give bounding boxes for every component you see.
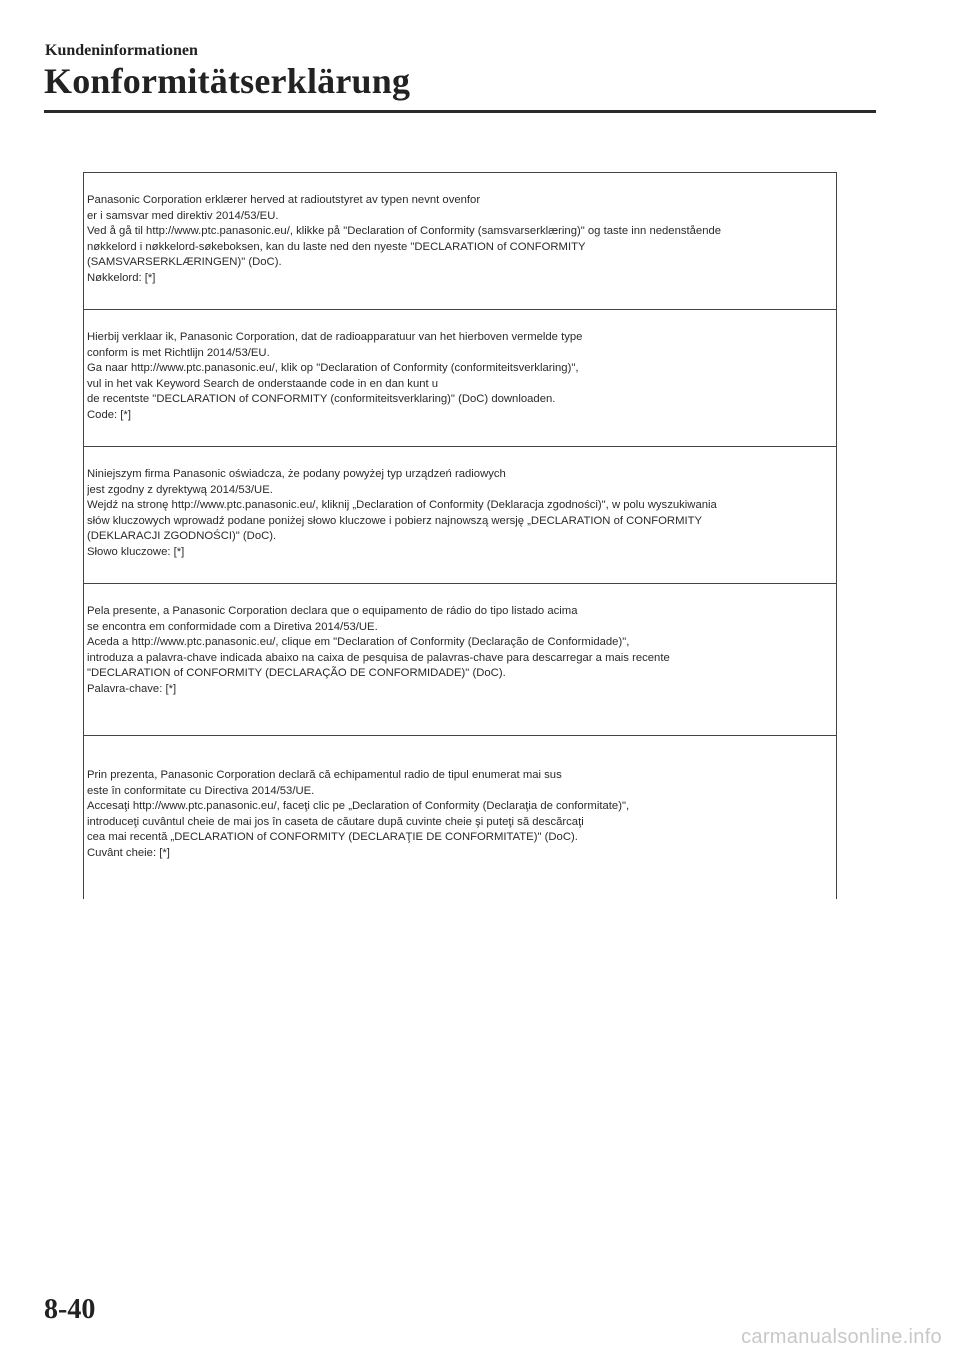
declaration-line: cea mai recentă „DECLARATION of CONFORMITY (DECLARAŢIE DE CONFORMITATE)" (DoC). (87, 831, 578, 844)
declaration-line: conform is met Richtlijn 2014/53/EU. (87, 346, 270, 359)
declaration-line: Niniejszym firma Panasonic oświadcza, że podany powyżej typ urządzeń radiowych (87, 468, 506, 480)
declaration-block-romanian (84, 736, 836, 899)
page-title: Konformitätserklärung (44, 61, 411, 101)
declaration-line: se encontra em conformidade com a Diretiva 2014/53/UE. (87, 620, 378, 633)
declaration-line: Pela presente, a Panasonic Corporation declara que o equipamento de rádio do tipo listado acima (87, 605, 578, 617)
page-number: 8-40 (44, 1294, 96, 1325)
title-divider (44, 110, 876, 113)
declaration-line: słów kluczowych wprowadź podane poniżej słowo kluczowe i pobierz najnowszą wersję „DECLARATION of CONFORMITY (87, 514, 703, 527)
declaration-line: Nøkkelord: [*] (87, 271, 156, 284)
declaration-line: Aceda a http://www.ptc.panasonic.eu/, clique em "Declaration of Conformity (Declaração de Conformidade)", (87, 636, 630, 649)
declaration-line: Palavra-chave: [*] (87, 682, 177, 695)
declaration-line: Prin prezenta, Panasonic Corporation declară că echipamentul radio de tipul enumerat mai sus (87, 769, 562, 781)
declaration-line: Wejdź na stronę http://www.ptc.panasonic.eu/, kliknij „Declaration of Conformity (Deklaracja zgodności)", w polu wyszukiwania (87, 499, 717, 512)
declaration-line: Code: [*] (87, 408, 131, 421)
declaration-block-norwegian (84, 173, 836, 310)
declaration-line: introduceţi cuvântul cheie de mai jos în caseta de căutare după cuvinte cheie şi puteţi să descărcaţi (87, 815, 584, 828)
declaration-line: de recentste "DECLARATION of CONFORMITY (conformiteitsverklaring)" (DoC) downloaden. (87, 393, 556, 406)
declaration-line: Cuvânt cheie: [*] (87, 846, 170, 859)
declaration-line: (SAMSVARSERKLÆRINGEN)" (DoC). (87, 256, 282, 269)
declaration-line: vul in het vak Keyword Search de onderstaande code in en dan kunt u (87, 377, 439, 390)
declaration-block-portuguese (84, 584, 836, 736)
declaration-line: jest zgodny z dyrektywą 2014/53/UE. (87, 483, 273, 496)
declaration-line: este în conformitate cu Directiva 2014/53/UE. (87, 784, 315, 797)
declaration-line: nøkkelord i nøkkelord-søkeboksen, kan du laste ned den nyeste "DECLARATION of CONFORMITY (87, 240, 586, 253)
declaration-line: "DECLARATION of CONFORMITY (DECLARAÇÃO DE CONFORMIDADE)" (DoC). (87, 667, 506, 680)
declaration-block-polish (84, 447, 836, 584)
watermark-text: carmanualsonline.info (741, 1326, 942, 1348)
declaration-line: er i samsvar med direktiv 2014/53/EU. (87, 209, 279, 222)
declaration-table (83, 172, 837, 899)
declaration-block-dutch (84, 310, 836, 447)
declaration-line: Ved å gå til http://www.ptc.panasonic.eu/, klikke på "Declaration of Conformity (samsvarserklæring)" og taste inn nedenstående (87, 225, 722, 238)
declaration-line: Ga naar http://www.ptc.panasonic.eu/, klik op "Declaration of Conformity (conformiteitsverklaring)", (87, 362, 579, 375)
declaration-line: introduza a palavra-chave indicada abaixo na caixa de pesquisa de palavras-chave para descarregar a mais recente (87, 651, 670, 664)
section-label: Kundeninformationen (45, 42, 198, 59)
declaration-line: Hierbij verklaar ik, Panasonic Corporation, dat de radioapparatuur van het hierboven vermelde type (87, 331, 583, 343)
declaration-line: Słowo kluczowe: [*] (87, 545, 185, 558)
declaration-line: Panasonic Corporation erklærer herved at radioutstyret av typen nevnt ovenfor (87, 194, 481, 206)
declaration-line: (DEKLARACJI ZGODNOŚCI)" (DoC). (87, 530, 277, 543)
declaration-line: Accesaţi http://www.ptc.panasonic.eu/, faceţi clic pe „Declaration of Conformity (Declaraţia de conformitate)", (87, 800, 630, 813)
